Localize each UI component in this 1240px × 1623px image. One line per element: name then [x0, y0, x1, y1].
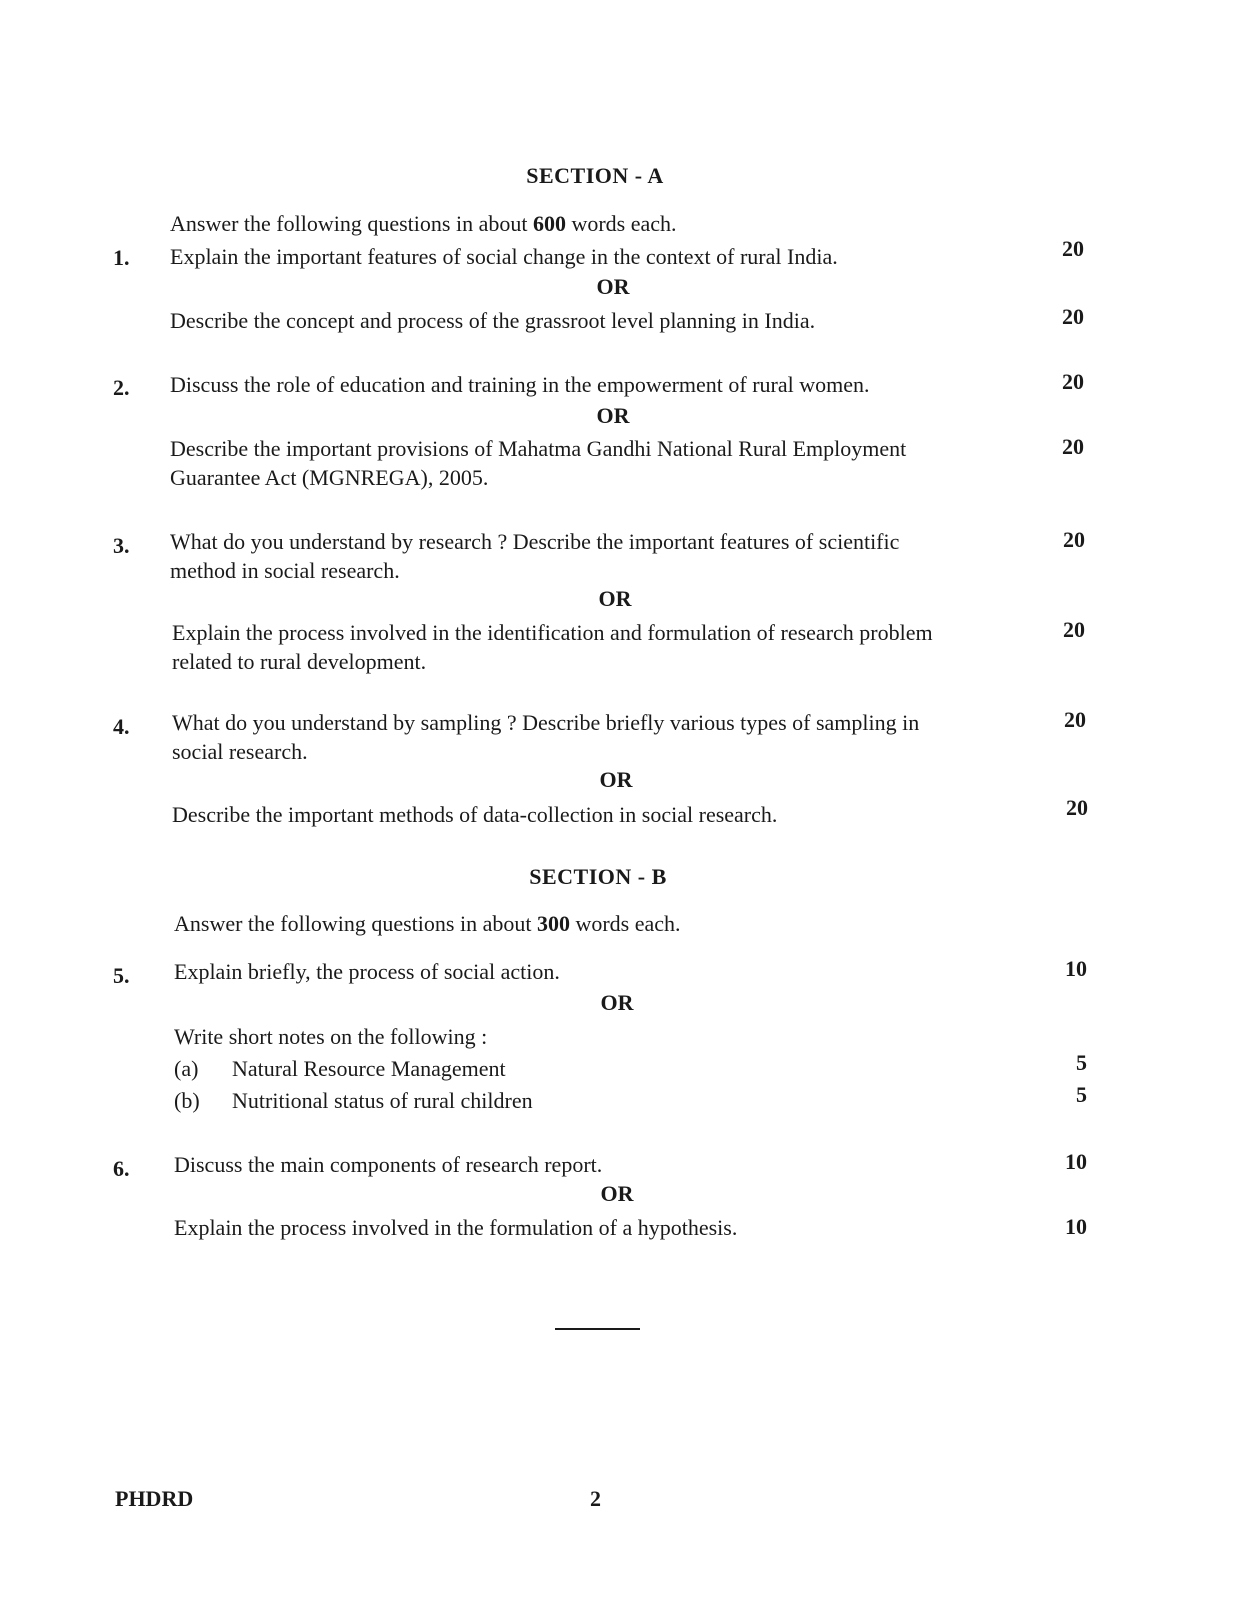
question-6-alt-marks: 10: [1065, 1214, 1087, 1239]
question-5-sub-a-text: Natural Resource Management: [232, 1056, 506, 1081]
question-3-or: OR: [598, 586, 632, 611]
section-a-heading: SECTION - A: [526, 163, 664, 188]
section-b-heading: SECTION - B: [529, 864, 667, 889]
question-5-text: Explain briefly, the process of social action.: [174, 959, 560, 984]
question-3-number: 3.: [113, 533, 130, 558]
question-4-alt-marks: 20: [1066, 795, 1088, 820]
question-2-alt-line-1: Describe the important provisions of Mahatma Gandhi National Rural Employment: [170, 436, 907, 461]
question-4-marks: 20: [1064, 707, 1086, 732]
question-1-number: 1.: [113, 245, 130, 270]
instruction-word-count: 600: [532, 211, 566, 236]
question-4-line-2: social research.: [172, 739, 308, 764]
question-1-alt-text: Describe the concept and process of the grassroot level planning in India.: [170, 308, 816, 333]
instruction-text-post: words each.: [569, 911, 681, 936]
instruction-word-count: 300: [536, 911, 570, 936]
question-3-line-2: method in social research.: [170, 558, 400, 583]
question-5-sub-b-label: (b): [174, 1088, 200, 1113]
question-2-alt-marks: 20: [1062, 434, 1084, 459]
question-2-marks: 20: [1062, 369, 1084, 394]
question-2-alt-line-2: Guarantee Act (MGNREGA), 2005.: [170, 465, 489, 490]
question-6-alt-text: Explain the process involved in the formulation of a hypothesis.: [174, 1215, 738, 1240]
question-3-line-1: What do you understand by research ? Describe the important features of scientific: [170, 529, 900, 554]
question-6-or: OR: [600, 1181, 634, 1206]
question-3-alt-marks: 20: [1063, 617, 1085, 642]
question-1-alt-marks: 20: [1062, 304, 1084, 329]
question-5-sub-a-marks: 5: [1076, 1050, 1087, 1075]
question-6-text: Discuss the main components of research report.: [174, 1152, 603, 1177]
instruction-text-pre: Answer the following questions in about: [170, 211, 533, 236]
page-number: 2: [590, 1486, 601, 1511]
question-1-text: Explain the important features of social change in the context of rural India.: [170, 244, 838, 269]
question-2-or: OR: [596, 403, 630, 428]
question-3-alt-line-2: related to rural development.: [172, 649, 427, 674]
paper-code: PHDRD: [115, 1486, 194, 1511]
instruction-text-post: words each.: [565, 211, 677, 236]
question-4-number: 4.: [113, 714, 130, 739]
question-5-sub-b-marks: 5: [1076, 1082, 1087, 1107]
question-5-sub-b-text: Nutritional status of rural children: [232, 1088, 533, 1113]
question-3-alt-line-1: Explain the process involved in the identification and formulation of research problem: [172, 620, 933, 645]
question-5-number: 5.: [113, 963, 130, 988]
section-b-instruction: [174, 910, 681, 938]
question-4-or: OR: [599, 767, 633, 792]
question-1-or: OR: [596, 274, 630, 299]
end-of-questions-rule: [555, 1328, 640, 1330]
question-5-or: OR: [600, 990, 634, 1015]
question-4-alt-text: Describe the important methods of data-collection in social research.: [172, 802, 778, 827]
question-1-marks: 20: [1062, 236, 1084, 261]
question-4-line-1: What do you understand by sampling ? Describe briefly various types of sampling in: [172, 710, 920, 735]
question-3-marks: 20: [1063, 527, 1085, 552]
question-5-marks: 10: [1065, 956, 1087, 981]
question-2-text: Discuss the role of education and training in the empowerment of rural women.: [170, 372, 870, 397]
section-a-instruction: [170, 210, 677, 238]
question-2-number: 2.: [113, 375, 130, 400]
question-5-alt-intro: Write short notes on the following :: [174, 1024, 488, 1049]
instruction-text-pre: Answer the following questions in about: [174, 911, 537, 936]
question-6-number: 6.: [113, 1156, 130, 1181]
question-6-marks: 10: [1065, 1149, 1087, 1174]
question-5-sub-a-label: (a): [174, 1056, 199, 1081]
